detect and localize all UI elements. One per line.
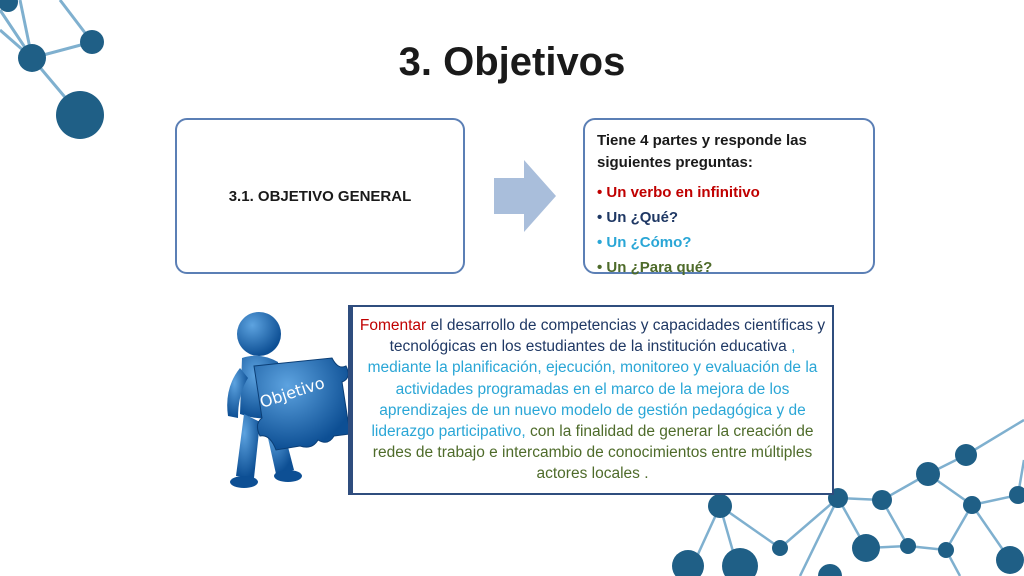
general-objective-box (175, 118, 465, 274)
slide-title: 3. Objetivos (398, 40, 626, 84)
objective-how: , mediante la planificación, ejecución, monitoreo y evaluación de la actividades programadas en el marco de la mejora de los aprendizajes de un nuevo modelo de gestión pedagógica y de liderazgo participativo, (367, 338, 818, 441)
objective-parts-list (597, 180, 861, 280)
general-objective-text-box (348, 305, 834, 495)
objective-parts-intro: Tiene 4 partes y responde las siguientes preguntas: (597, 132, 807, 171)
general-objective-label: 3.1. OBJETIVO GENERAL (228, 187, 412, 205)
list-item-verb: • Un verbo en infinitivo (597, 184, 760, 201)
objective-what: el desarrollo de competencias y capacidades científicas y tecnológicas en los estudiantes de la institución educativa (389, 317, 826, 356)
list-item-purpose: • Un ¿Para qué? (597, 259, 713, 276)
right-arrow-icon (494, 160, 558, 232)
puzzle-label: Objetivo (257, 373, 327, 412)
objective-verb: Fomentar (359, 317, 427, 334)
objective-purpose: con la finalidad de generar la creación de redes de trabajo e intercambio de conocimientos entre múltiples actores locales . (372, 423, 814, 483)
list-item-what: • Un ¿Qué? (597, 209, 679, 226)
figure-with-puzzle-illustration (214, 306, 354, 496)
objective-parts-box (583, 118, 875, 274)
list-item-how: • Un ¿Cómo? (597, 234, 692, 251)
